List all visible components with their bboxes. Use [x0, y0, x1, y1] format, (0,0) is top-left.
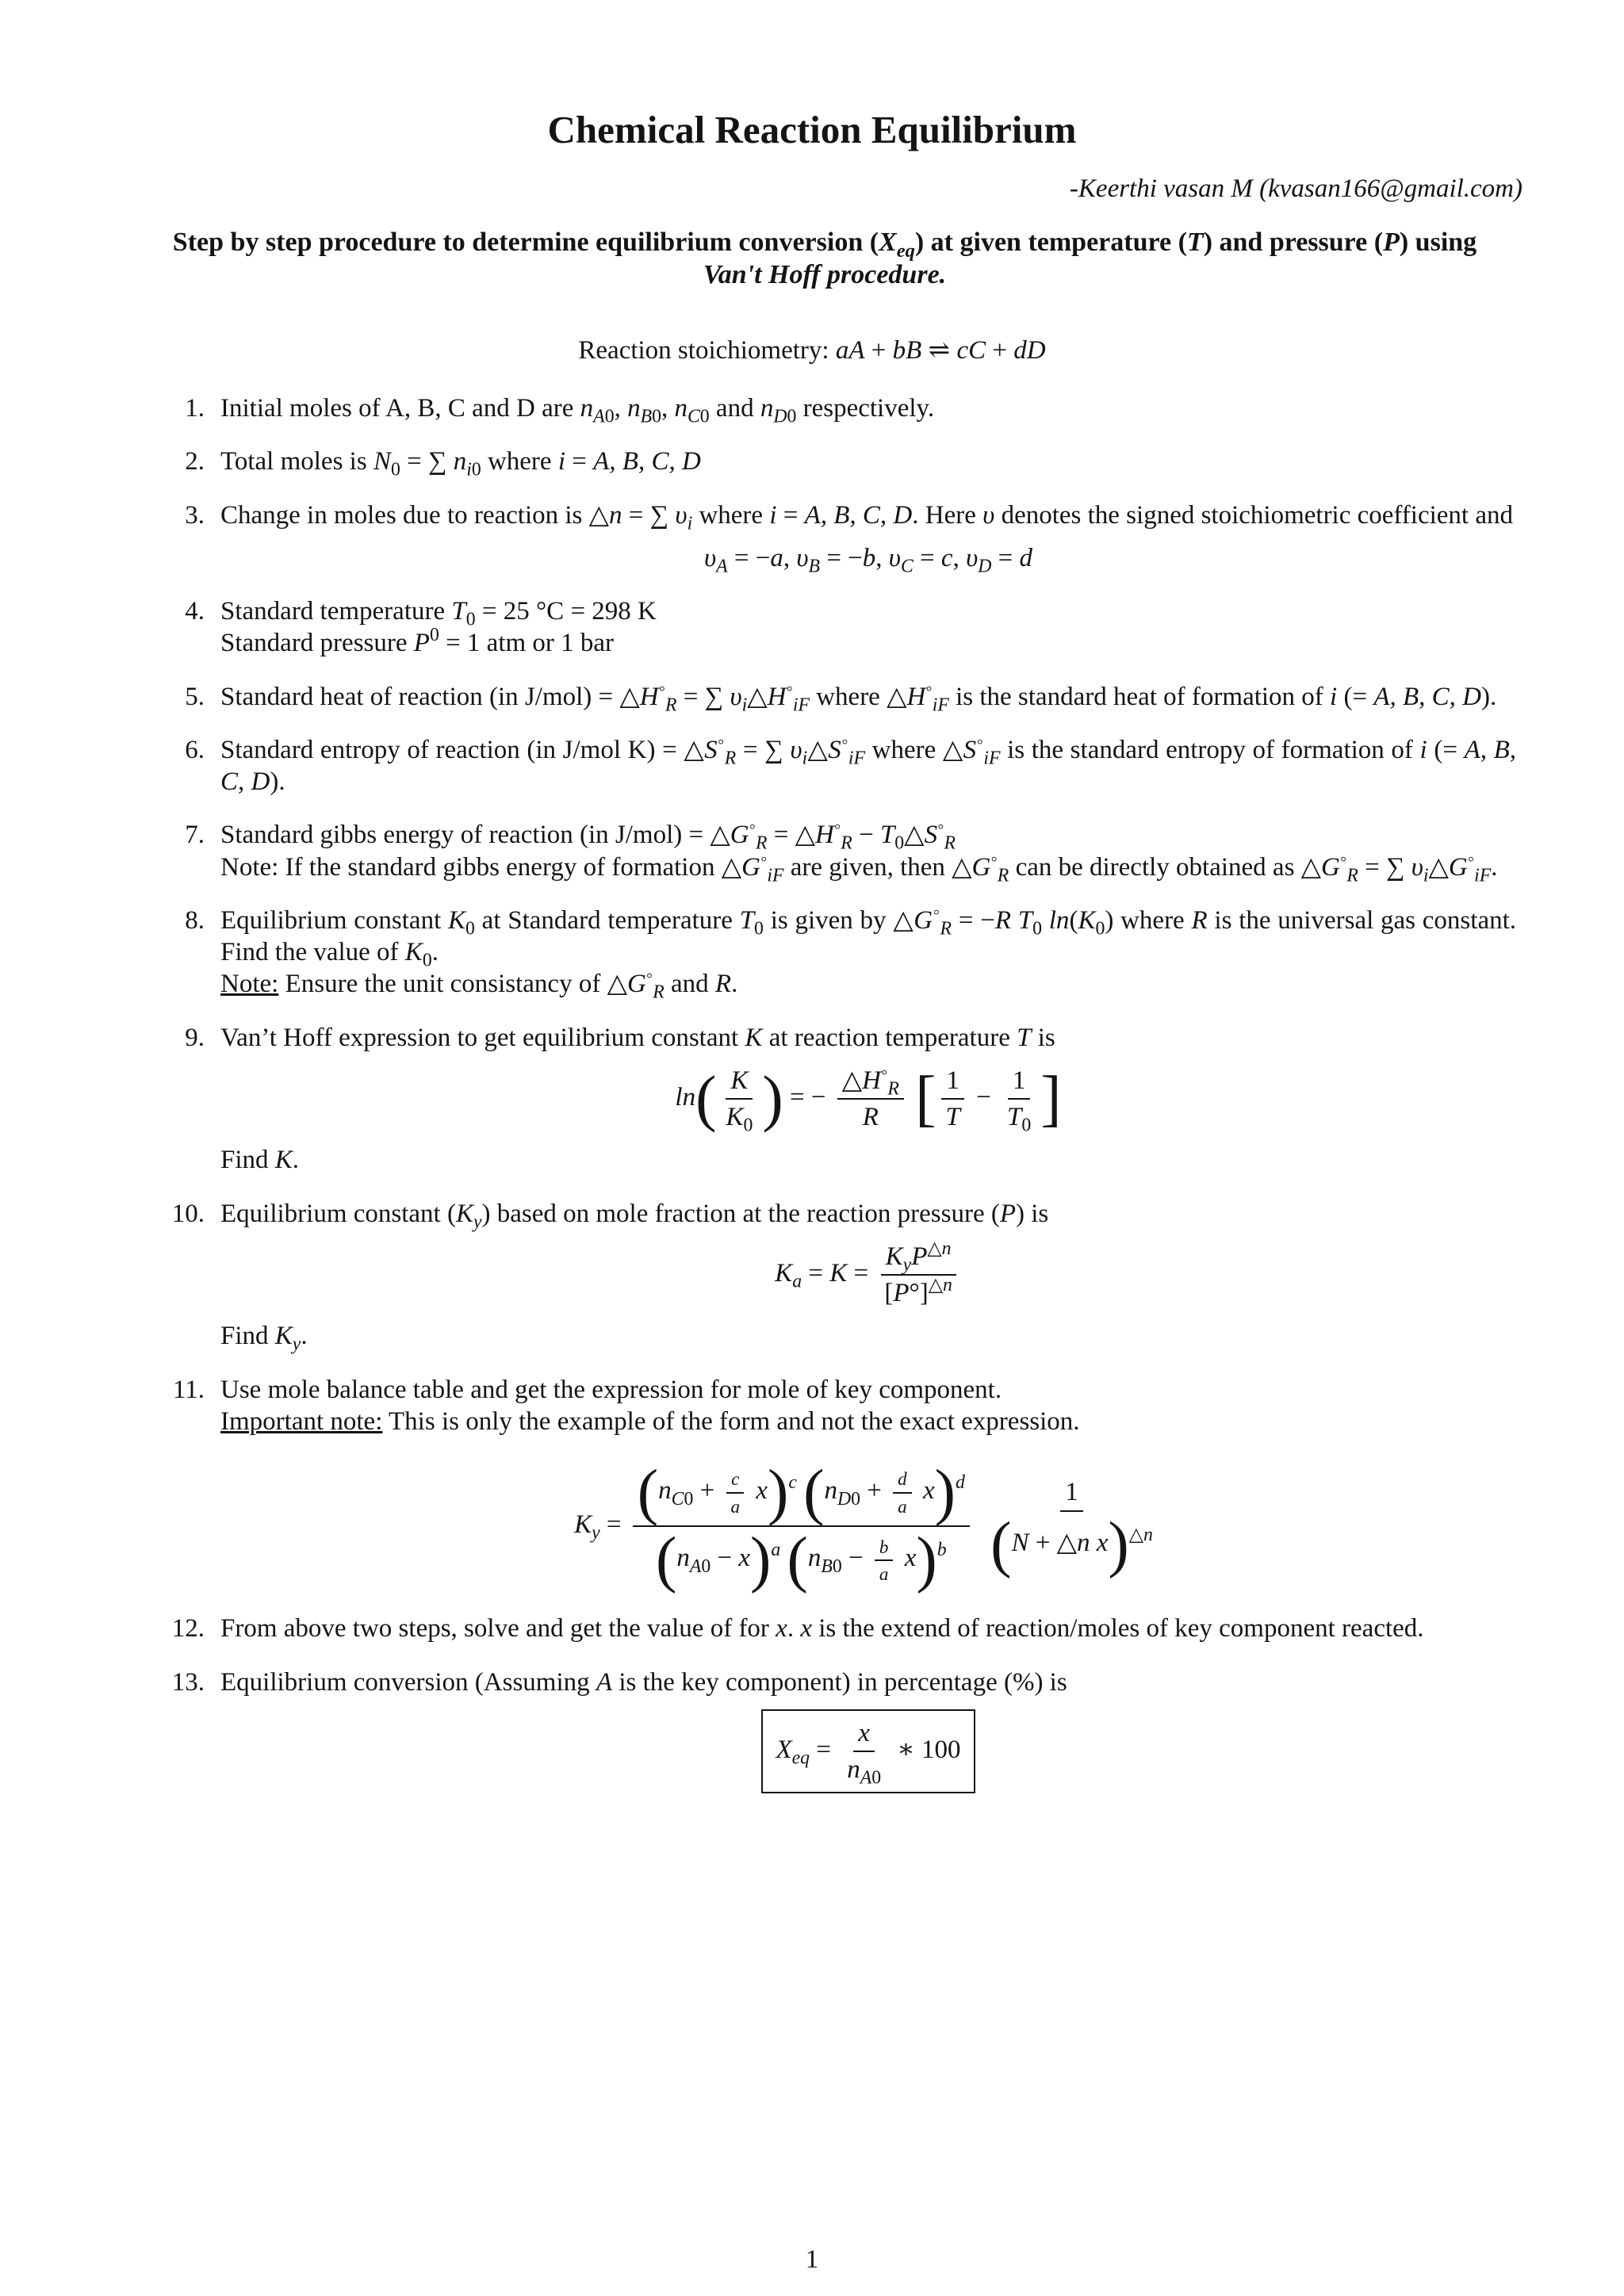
- step-number: 4.: [185, 597, 205, 626]
- step-9: 9. Van’t Hoff expression to get equilibrium constant K at reaction temperature T is ln( $\frac{K}{K_0}$ ) = − $\frac{\triangle H^◦_R}{R}$ [ $\frac{1}{T}$ − $\frac{1}{T_0}$ ] Find K.: [220, 1022, 1516, 1177]
- step-4: 4. Standard temperature $T_0 = 25$ °C = 298 K Standard pressure $P^0 = 1$ atm or 1 bar: [220, 595, 1516, 660]
- boxed-result: $X_{eq}$ = $\frac{x}{n_{A0}}$ ∗ 100: [761, 1709, 975, 1794]
- step-number: 3.: [185, 500, 205, 530]
- subtitle: Step by step procedure to determine equilibrium conversion $(X_{eq})$ at given temperature (T) and pressure (P) using Van't Hoff procedure.: [172, 228, 1477, 289]
- step-number: 7.: [185, 821, 205, 850]
- important-note-label: Important note:: [220, 1406, 383, 1436]
- step-number: 9.: [185, 1023, 205, 1052]
- step-number: 11.: [172, 1375, 205, 1404]
- subtitle-emphasis: Van't Hoff procedure.: [703, 259, 947, 289]
- step-number: 12.: [171, 1614, 205, 1644]
- steps-list: [171, 392, 1517, 1815]
- step-number: 8.: [185, 905, 205, 935]
- conversion-equation: [220, 1709, 1516, 1794]
- step-number: 5.: [185, 682, 205, 711]
- vant-hoff-equation: ln( $\frac{K}{K_0}$ ) = − $\frac{\triangle H^◦_R}{R}$ [ $\frac{1}{T}$ − $\frac{1}{T_0}$ ]: [675, 1062, 1062, 1136]
- step-13: 13. Equilibrium conversion (Assuming A is the key component) in percentage (%) is $X_{eq}$ = $\frac{x}{n_{A0}}$ ∗ 100: [220, 1667, 1516, 1794]
- reaction-stoichiometry: Reaction stoichiometry: aA + bB ⇌ cC + dD: [578, 336, 1046, 365]
- step-number: 6.: [185, 735, 205, 764]
- step-1: 1. Initial moles of A, B, C and D are $n_{A0}$, $n_{B0}$, $n_{C0}$ and $n_{D0}$ respectively.: [220, 392, 1516, 424]
- note-label: Note:: [220, 970, 279, 999]
- author-line: -Keerthi vasan M (kvasan166@gmail.com): [1069, 174, 1522, 203]
- step-8: 8. Equilibrium constant $K_0$ at Standard temperature $T_0$ is given by $\triangle G^◦_R = -R$ $T_0$ $\ln(K_0)$ where R is the universal gas constant. Find the value of $K_0$. Note: Ensure the unit consistancy of $\triangle G^◦_R$ and R.: [220, 905, 1516, 1001]
- document-title: Chemical Reaction Equilibrium: [547, 108, 1077, 151]
- step-12: 12. From above two steps, solve and get the value of for x. x is the extend of reaction/moles of key component reacted.: [220, 1613, 1516, 1644]
- step-7: 7. Standard gibbs energy of reaction (in $J/mol) = \triangle G^◦_R$ = $\triangle H^◦_R$ − $T_0\triangle S^◦_R$ Note: If the standard gibbs energy of formation $\triangle G^◦_{iF}$ are given, then $\triangle G^◦_R$ can be directly obtained as $\triangle G^◦_R$ = ∑ $\upsilon_i\triangle G^◦_{iF}$.: [220, 819, 1516, 883]
- page-number: 1: [805, 2245, 819, 2274]
- step-number: 13.: [171, 1667, 205, 1697]
- step-2: 2. Total moles is $N_0$ = ∑ $n_{i0}$ where i = A, B, C, D: [220, 446, 1516, 477]
- step-11: 11. Use mole balance table and get the expression for mole of key component. Important note: This is only the example of the form and not the exact expression. $K_y$ = ($n_{C0}$ + $\frac{c}{a}$ x)$^c$ ($n_{D0}$ + $\frac{d}{a}$ x)$^d$ $(n_{A0} - x)^a$ ($n_{B0}$ − $\frac{b}{a}$ x)$^b$ $\frac{1}{(N + \triangle n x)^{\triangle n}}$: [220, 1374, 1516, 1592]
- step-10: 10. Equilibrium constant $(K_y)$ based on mole fraction at the reaction pressure (P) is $K_a = K$ = $\frac{K_yP^{\triangle n}}{[P^\circ]^{\triangle n}}$ Find $K_y$.: [220, 1198, 1516, 1353]
- step-5: 5. Standard heat of reaction (in $J/mol) = \triangle H^◦_R$ = ∑ $\upsilon_i\triangle H^◦_{iF}$ where $\triangle H^◦_{iF}$ is the standard heat of formation of i (= A, B, C, D).: [220, 681, 1516, 713]
- stoichiometry-label: Reaction stoichiometry:: [578, 336, 836, 365]
- step-3: 3. Change in moles due to reaction is △n = ∑ $\upsilon_i$ where i = A, B, C, D. Here υ denotes the signed stoichiometric coefficient and $\upsilon_A = -a$, $\upsilon_B = -b$, $\upsilon_C = c$, $\upsilon_D = d$: [220, 499, 1516, 575]
- ka-equation: $K_a = K$ = $\frac{K_yP^{\triangle n}}{[P^\circ]^{\triangle n}}$: [220, 1241, 1516, 1310]
- step-number: 1.: [185, 394, 205, 423]
- ky-equation: $K_y$ = ($n_{C0}$ + $\frac{c}{a}$ x)$^c$ ($n_{D0}$ + $\frac{d}{a}$ x)$^d$ $(n_{A0} - x)^a$ ($n_{B0}$ − $\frac{b}{a}$ x)$^b$ $\frac{1}{(N + \triangle n x)^{\triangle n}}$: [574, 1457, 1153, 1595]
- stoichiometric-coefficients-equation: $\upsilon_A = -a$, $\upsilon_B = -b$, $\upsilon_C = c$, $\upsilon_D = d$: [703, 543, 1033, 577]
- step-6: 6. Standard entropy of reaction (in J/mol $K) = \triangle S^◦_R$ = ∑ $\upsilon_i\triangle S^◦_{iF}$ where $\triangle S^◦_{iF}$ is the standard entropy of formation of i (= A, B, C, D).: [220, 734, 1516, 798]
- step-number: 10.: [171, 1199, 205, 1228]
- step-number: 2.: [185, 447, 205, 476]
